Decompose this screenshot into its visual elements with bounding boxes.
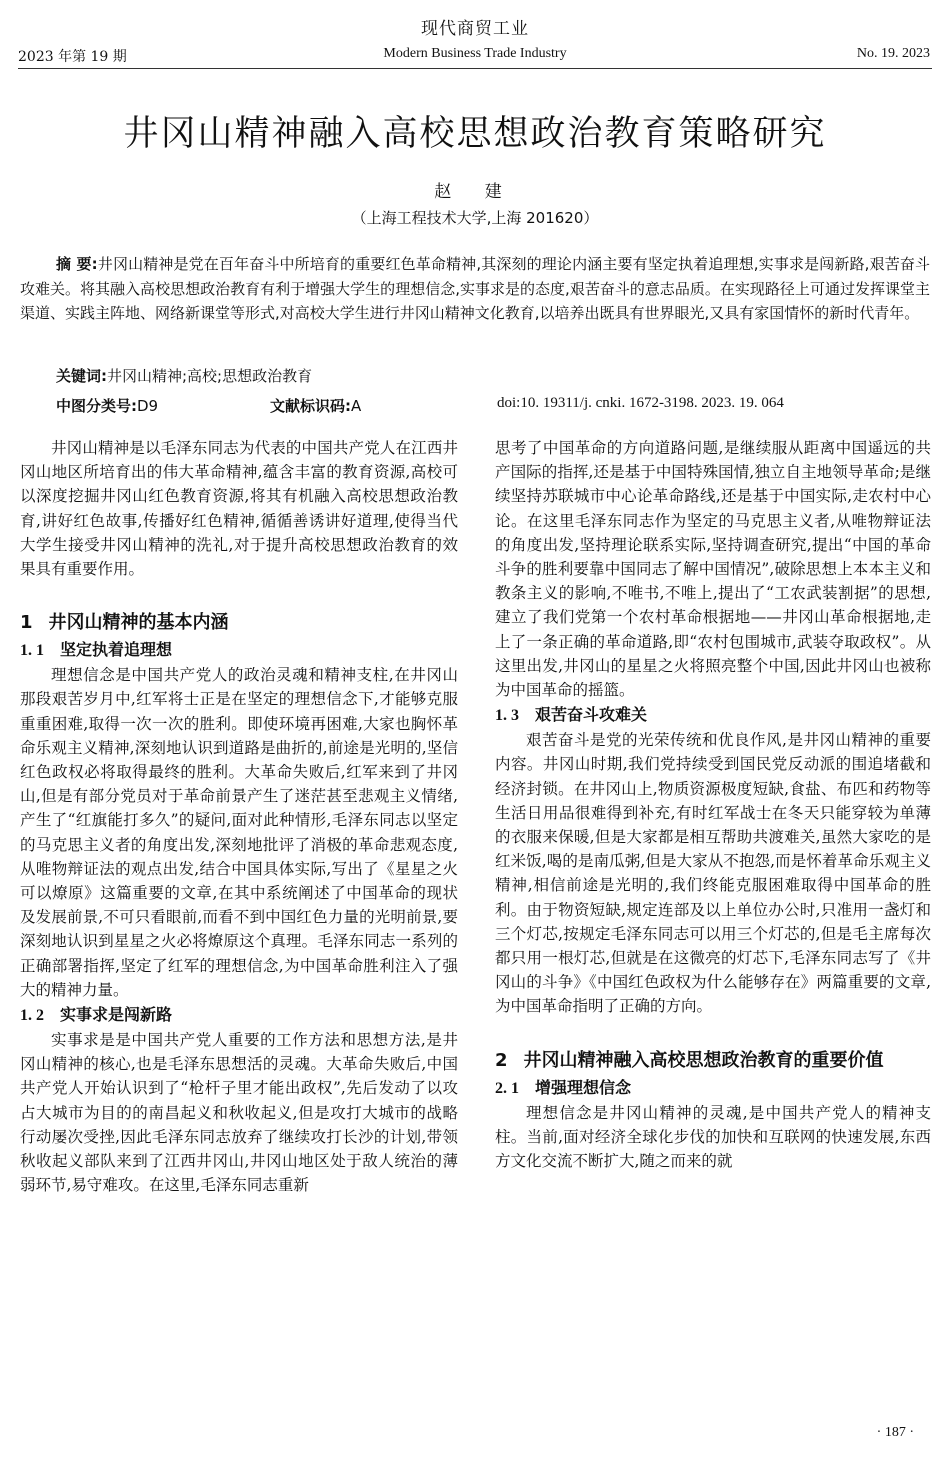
issue-cn: 2023 年第 19 期 bbox=[18, 49, 127, 65]
keywords bbox=[56, 365, 312, 386]
subsection-1-1-title: 坚定执着追理想 bbox=[60, 640, 173, 660]
subsection-1-3-number: 1. 3 bbox=[495, 707, 519, 725]
clc-value: D9 bbox=[137, 397, 159, 415]
subsection-2-1-title: 增强理想信念 bbox=[535, 1077, 632, 1097]
subsection-1-3-title: 艰苦奋斗攻难关 bbox=[535, 705, 648, 725]
paragraph-1-3: 艰苦奋斗是党的光荣传统和优良作风,是井冈山精神的重要内容。井冈山时期,我们党持续受到国民党反动派的围追堵截和经济封锁。在井冈山上,物质资源极度短缺,食盐、布匹和药物等生活日用品很难得到补充,有时红军战士在冬天只能穿较为单薄的衣服来保暖,但是大家都是相互帮助共渡难关,虽然大家吃的是红米饭,喝的是南瓜粥,但是大家从不抱怨,而是怀着革命乐观主义精神,相信前途是光明的,我们终能克服困难取得中国革命的胜利。由于物资短缺,规定连部及以上单位办公时,只准用一盏灯和三个灯芯,按规定毛泽东同志可以用三个灯芯的,但是毛主席每次都只用一根灯芯,但就是在这微亮的灯芯下,毛泽东同志写了《井冈山的斗争》《中国红色政权为什么能够存在》两篇重要的文章,为中国革命指明了正确的方向。 bbox=[495, 731, 931, 1016]
journal-name-cn: 现代商贸工业 bbox=[421, 19, 529, 39]
document-code bbox=[270, 395, 361, 416]
subsection-1-2-title: 实事求是闯新路 bbox=[60, 1005, 173, 1025]
journal-name-en: Modern Business Trade Industry bbox=[383, 46, 567, 61]
paper-title: 井冈山精神融入高校思想政治教育策略研究 bbox=[123, 114, 827, 154]
abstract-text: 井冈山精神是党在百年奋斗中所培育的重要红色革命精神,其深刻的理论内涵主要有坚定执着追理想,实事求是闯新路,艰苦奋斗攻难关。将其融入高校思想政治教育有利于增强大学生的理想信念,实事求是的态度,艰苦奋斗的意志品质。在实现路径上可通过发挥课堂主渠道、实践主阵地、网络新课堂等形式,对高校大学生进行井冈山精神文化教育,以培养出既具有世界眼光,又具有家国情怀的新时代青年。 bbox=[20, 255, 930, 322]
abstract-label: 摘 要: bbox=[56, 255, 98, 273]
section-2-title: 井冈山精神融入高校思想政治教育的重要价值 bbox=[523, 1049, 884, 1071]
keywords-text: 井冈山精神;高校;思想政治教育 bbox=[107, 367, 313, 385]
issue-en: No. 19. 2023 bbox=[856, 46, 930, 61]
section-2-heading bbox=[495, 1047, 931, 1075]
page-number: · 187 · bbox=[876, 1425, 914, 1440]
keywords-label: 关键词: bbox=[56, 367, 107, 385]
intro-paragraph: 井冈山精神是以毛泽东同志为代表的中国共产党人在江西井冈山地区所培育出的伟大革命精神,蕴含丰富的教育资源,高校可以深度挖掘井冈山红色教育资源,将其有机融入高校思想政治教育,讲好红色故事,传播好红色精神,循循善诱讲好道理,使得当代大学生接受井冈山精神的洗礼,对于提升高校思想政治教育的效果具有重要作用。 bbox=[20, 439, 458, 579]
subsection-1-1-heading bbox=[20, 637, 458, 663]
clc-number bbox=[56, 395, 158, 416]
affiliation: （上海工程技术大学,上海 201620） bbox=[351, 209, 599, 227]
subsection-2-1-heading bbox=[495, 1075, 931, 1101]
section-1-heading bbox=[20, 609, 458, 637]
doi: doi:10. 19311/j. cnki. 1672-3198. 2023. 19. 064 bbox=[497, 395, 784, 411]
section-1-title: 井冈山精神的基本内涵 bbox=[48, 612, 229, 634]
abstract bbox=[20, 252, 930, 326]
section-2-number: 2 bbox=[495, 1049, 508, 1071]
subsection-1-2-number: 1. 2 bbox=[20, 1007, 44, 1025]
author-name: 赵 建 bbox=[434, 182, 516, 202]
subsection-1-3-heading bbox=[495, 702, 931, 728]
left-column bbox=[20, 436, 458, 1197]
paragraph-2-1: 理想信念是井冈山精神的灵魂,是中国共产党人的精神支柱。当前,面对经济全球化步伐的加快和互联网的快速发展,东西方文化交流不断扩大,随之而来的就 bbox=[495, 1103, 931, 1171]
header-rule bbox=[18, 68, 932, 69]
subsection-2-1-number: 2. 1 bbox=[495, 1079, 519, 1097]
paragraph-1-2-continued: 思考了中国革命的方向道路问题,是继续服从距离中国遥远的共产国际的指挥,还是基于中国特殊国情,独立自主地领导革命;是继续坚持苏联城市中心论革命路线,还是基于中国实际,走农村中心论。在这里毛泽东同志作为坚定的马克思主义者,从唯物辩证法的角度出发,坚持理论联系实际,坚持调查研究,提出“中国的革命斗争的胜利要靠中国同志了解中国情况”,破除思想上本本主义和教条主义的影响,不唯书,不唯上,提出了“工农武装割据”的思想,建立了我们党第一个农村革命根据地——井冈山革命根据地,走上了一条正确的革命道路,即“农村包围城市,武装夺取政权”。从这里出发,井冈山的星星之火将照亮整个中国,因此井冈山也被称为中国革命的摇篮。 bbox=[495, 439, 931, 700]
paragraph-1-1: 理想信念是中国共产党人的政治灵魂和精神支柱,在井冈山那段艰苦岁月中,红军将士正是在坚定的理想信念下,才能够克服重重困难,取得一次一次的胜利。即使环境再困难,大家也胸怀革命乐观主义精神,深刻地认识到道路是曲折的,前途是光明的,坚信红色政权必将取得最终的胜利。大革命失败后,红军来到了井冈山,但是有部分党员对于革命前景产生了迷茫甚至悲观主义情绪,产生了“红旗能打多久”的疑问,面对此种情形,毛泽东同志以坚定的马克思主义者的角度出发,深刻地批评了消极的革命悲观态度,从唯物辩证法的观点出发,结合中国具体实际,写出了《星星之火可以燎原》这篇重要的文章,在其中系统阐述了中国革命的现状及发展前景,不可只看眼前,而看不到中国红色力量的光明前景,要深刻地认识到星星之火必将燎原这个真理。毛泽东同志一系列的正确部署指挥,坚定了红军的理想信念,为中国革命胜利注入了强大的精神力量。 bbox=[20, 666, 458, 999]
paragraph-1-2: 实事求是是中国共产党人重要的工作方法和思想方法,是井冈山精神的核心,也是毛泽东思想活的灵魂。大革命失败后,中国共产党人开始认识到了“枪杆子里才能出政权”,先后发动了以攻占大城市为目的的南昌起义和秋收起义,但是攻打大城市的战略行动屡次受挫,因此毛泽东同志放弃了继续攻打长沙的计划,带领秋收起义部队来到了江西井冈山,井冈山地区处于敌人统治的薄弱环节,易守难攻。在这里,毛泽东同志重新 bbox=[20, 1031, 458, 1195]
section-1-number: 1 bbox=[20, 612, 33, 634]
doc-value: A bbox=[351, 397, 362, 415]
doc-label: 文献标识码: bbox=[270, 397, 351, 415]
clc-label: 中图分类号: bbox=[56, 397, 137, 415]
subsection-1-2-heading bbox=[20, 1002, 458, 1028]
right-column bbox=[495, 436, 931, 1173]
subsection-1-1-number: 1. 1 bbox=[20, 642, 44, 660]
